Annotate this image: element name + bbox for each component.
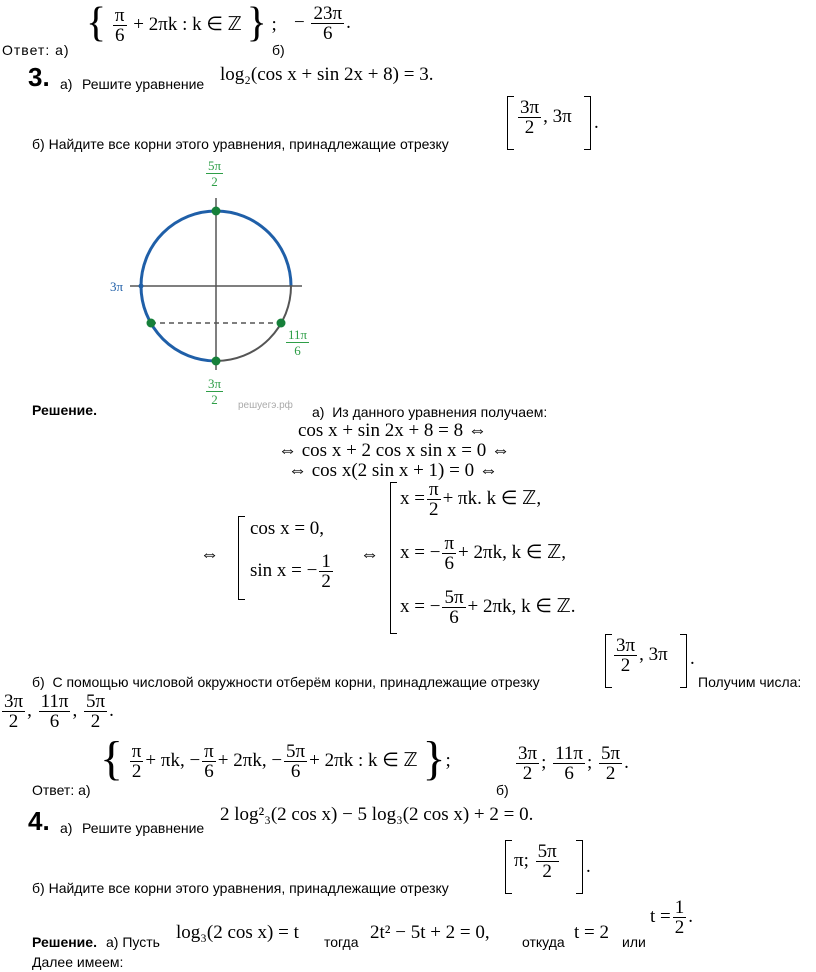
label-11pi-6: $\frac{11\pi}{6}$ — [288, 327, 308, 358]
task4-quadratic: 2t² − 5t + 2 = 0, — [370, 922, 490, 943]
task3-b-text: б) Найдите все корни этого уравнения, принадлежащие отрезку — [32, 136, 449, 152]
root-t2: t = $\frac{1}{2}$ . — [650, 897, 693, 938]
root-t1: t = 2 — [574, 922, 609, 943]
task3-a-label: а) — [60, 76, 73, 92]
point-3pi — [139, 284, 144, 289]
fraction: $\frac{\pi}{2}$ — [428, 479, 439, 520]
system-left-eq1: cos x = 0, — [250, 518, 325, 539]
system-right-eq3: x = − $\frac{5\pi}{6}$ + 2πk, k ∈ ℤ. — [400, 587, 576, 628]
interval-left-bracket — [507, 96, 514, 150]
fraction: $\frac{11\pi}{6}$ — [40, 691, 69, 732]
answer3-b-values: $\frac{3\pi}{2}$ ; $\frac{11\pi}{6}$ ; $\frac{5\pi}{2}$ . — [518, 743, 629, 784]
fraction: $\frac{23\pi}{6}$ — [313, 3, 343, 44]
derivation-line-2: ⇔ cos x + 2 cos x sin x = 0 ⇔ — [278, 440, 511, 461]
fraction: $\frac{1}{2}$ — [674, 897, 685, 938]
interval-right-bracket — [680, 634, 687, 688]
label-5pi-2: $\frac{5\pi}{2}$ — [208, 158, 222, 189]
system-left-bracket — [238, 516, 245, 600]
system-right-bracket — [390, 482, 397, 634]
label-3pi-2: $\frac{3\pi}{2}$ — [208, 376, 222, 407]
interval-right-bracket — [584, 96, 591, 150]
task4-a-label: а) — [60, 820, 73, 836]
watermark: решуегэ.рф — [238, 400, 293, 411]
solution-heading: Решение. — [32, 402, 97, 418]
task4-solution-a: а) Пусть — [106, 934, 160, 950]
derivation-line-3: ⇔ cos x(2 sin x + 1) = 0 ⇔ — [288, 460, 498, 481]
fraction: $\frac{3\pi}{2}$ — [520, 97, 540, 138]
iff-symbol: ⇔ — [200, 544, 219, 565]
system-right-eq1: x = $\frac{\pi}{2}$ + πk. k ∈ ℤ, — [400, 479, 542, 520]
whence-text: откуда — [522, 934, 565, 950]
label-3pi: 3π — [110, 279, 124, 294]
fraction: $\frac{5\pi}{2}$ — [85, 691, 106, 732]
next-text: Далее имеем: — [32, 954, 124, 970]
point-3pi-2 — [212, 357, 221, 366]
task3-equation: log₂(cos x + sin 2x + 8) = 3. — [220, 64, 434, 85]
task4-substitution: log₃(2 cos x) = t — [176, 922, 299, 943]
answer3-label: Ответ: а) — [32, 782, 91, 798]
set-tail: + 2πk : k ∈ ℤ — [133, 14, 242, 35]
task3-interval: $\frac{3\pi}{2}$ , 3π — [520, 97, 572, 138]
prev-answer-set: { $\frac{\pi}{6}$ + 2πk : k ∈ ℤ } ; — [86, 0, 277, 47]
system-right-eq2: x = − $\frac{\pi}{6}$ + 2πk, k ∈ ℤ, — [400, 533, 567, 574]
left-brace: { — [86, 0, 107, 46]
prev-answer-b-value: − $\frac{23\pi}{6}$ . — [294, 3, 351, 44]
period: . — [690, 648, 695, 669]
period: . — [594, 112, 599, 133]
solution-b-tail: Получим числа: — [698, 674, 802, 690]
prev-answer-label: Ответ: а) — [2, 42, 70, 58]
task4-b-text: б) Найдите все корни этого уравнения, принадлежащие отрезку — [32, 880, 449, 896]
task4-interval: π; $\frac{5\pi}{2}$ — [514, 841, 557, 882]
prev-answer-b-label: б) — [272, 42, 285, 58]
point-5pi-2 — [212, 207, 221, 216]
task3-number: 3. — [28, 62, 50, 92]
then-text: тогда — [324, 934, 359, 950]
solution-a-intro: а) Из данного уравнения получаем: — [312, 404, 548, 420]
fraction: $\frac{\pi}{6}$ — [444, 533, 455, 574]
task3-a-text: Решите уравнение — [82, 76, 205, 92]
solution-b-text: б) С помощью числовой окружности отберём корни, принадлежащие отрезку — [32, 674, 540, 690]
fraction: $\frac{3\pi}{2}$ — [616, 635, 636, 676]
selected-numbers: $\frac{3\pi}{2}$ , $\frac{11\pi}{6}$ , $\frac{5\pi}{2}$ . — [4, 691, 114, 732]
interval-left-bracket — [605, 634, 612, 688]
interval-left-bracket — [505, 840, 512, 894]
fraction: $\frac{5\pi}{2}$ — [537, 841, 557, 882]
solution-b-interval: $\frac{3\pi}{2}$ , 3π — [616, 635, 668, 676]
or-text: или — [622, 934, 646, 950]
fraction: $\frac{1}{2}$ — [321, 551, 331, 592]
system-left-eq2: sin x = − $\frac{1}{2}$ — [250, 551, 331, 592]
fraction: $\frac{3\pi}{2}$ — [4, 691, 24, 732]
right-brace: } — [246, 0, 267, 46]
fraction: $\frac{5\pi}{6}$ — [444, 587, 464, 628]
derivation-line-1: cos x + sin 2x + 8 = 8 ⇔ — [298, 420, 487, 441]
fraction: $\frac{\pi}{6}$ — [114, 5, 125, 47]
task4-solution-heading: Решение. — [32, 934, 97, 950]
point-7pi-6 — [147, 319, 156, 328]
iff-symbol: ⇔ — [360, 544, 379, 565]
task4-number: 4. — [28, 806, 50, 836]
task4-a-text: Решите уравнение — [82, 820, 205, 836]
period: . — [586, 856, 591, 877]
interval-right-bracket — [576, 840, 583, 894]
answer3-set: { $\frac{\pi}{2}$ + πk, − $\frac{\pi}{6}$ + 2πk, − $\frac{5\pi}{6}$ + 2πk : k ∈ ℤ }; — [100, 732, 451, 785]
answer3-b-label: б) — [496, 782, 509, 798]
task4-equation: 2 log²₃(2 cos x) − 5 log₃(2 cos x) + 2 = 0. — [220, 804, 534, 825]
